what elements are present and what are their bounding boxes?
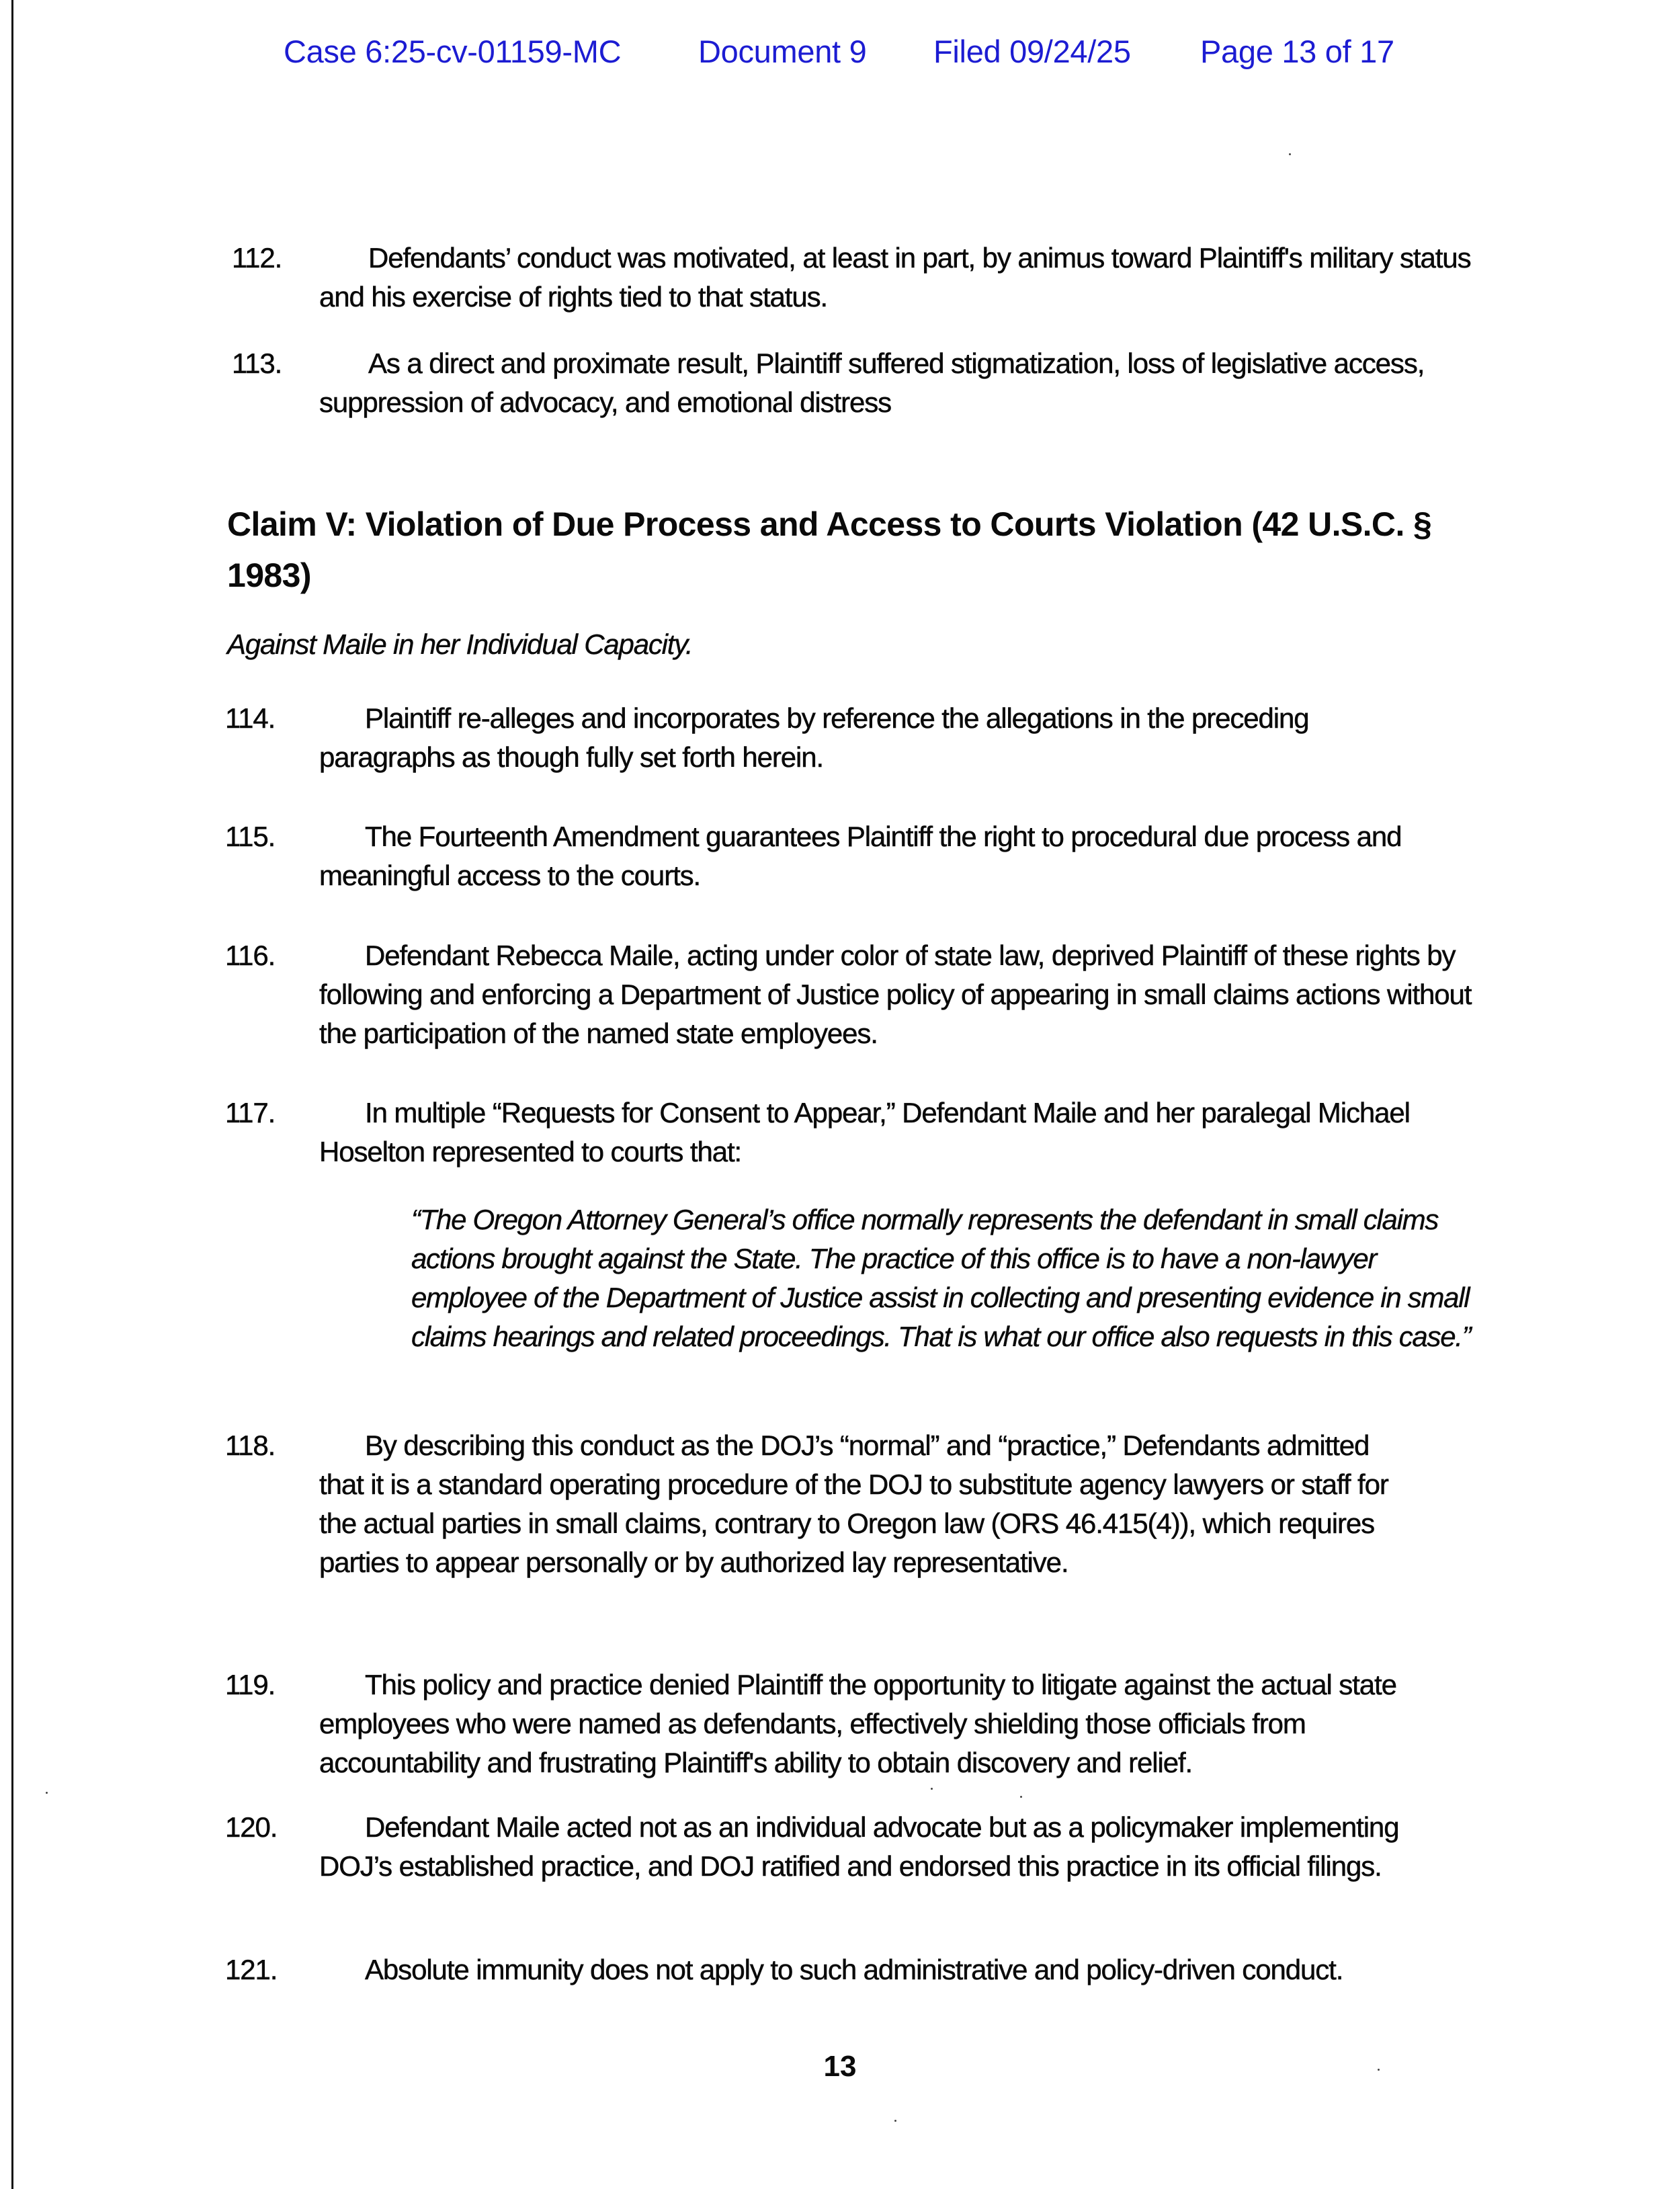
scan-speck bbox=[1378, 2069, 1380, 2071]
scan-speck bbox=[1020, 1796, 1022, 1798]
page-number: 13 bbox=[823, 2050, 857, 2083]
paragraph-115 bbox=[225, 817, 1475, 895]
paragraph-number: 116. bbox=[225, 940, 276, 971]
paragraph-text: By describing this conduct as the DOJ’s “normal” and “practice,” Defendants admitted that it is a standard operating procedure of the DOJ to substitute agency lawyers or staff for the actual parties in small claims, contrary to Oregon law (ORS 46.415(4)), which requires parties to appear personally or by authorized lay representative. bbox=[319, 1430, 1388, 1578]
paragraph-number: 114. bbox=[225, 702, 276, 734]
paragraph-text: Defendant Maile acted not as an individual advocate but as a policymaker implementing DOJ’s established practice, and DOJ ratified and endorsed this practice in its official filings. bbox=[319, 1811, 1399, 1882]
paragraph-text: In multiple “Requests for Consent to Appear,” Defendant Maile and her paralegal Michael Hoselton represented to courts that: bbox=[319, 1097, 1410, 1167]
paragraph-text: The Fourteenth Amendment guarantees Plaintiff the right to procedural due process and meaningful access to the courts. bbox=[319, 821, 1402, 891]
claim-heading: Claim V: Violation of Due Process and Access to Courts Violation (42 U.S.C. § 1983) bbox=[227, 505, 1432, 594]
page-indicator: Page 13 of 17 bbox=[1200, 33, 1394, 69]
scan-speck bbox=[931, 1788, 933, 1790]
paragraph-116 bbox=[225, 936, 1475, 1053]
paragraph-text: Absolute immunity does not apply to such administrative and policy-driven conduct. bbox=[365, 1954, 1343, 1985]
paragraph-number: 115. bbox=[225, 821, 276, 852]
paragraph-113 bbox=[232, 344, 1485, 422]
paragraph-number: 118. bbox=[225, 1430, 276, 1461]
paragraph-number: 117. bbox=[225, 1097, 276, 1128]
paragraph-text: Plaintiff re-alleges and incorporates by reference the allegations in the preceding paragraphs as though fully set forth herein. bbox=[319, 702, 1309, 773]
paragraph-text: Defendant Rebecca Maile, acting under color of state law, deprived Plaintiff of these rights by following and enforcing a Department of Justice policy of appearing in small claims actions without the participation of the named state employees. bbox=[319, 940, 1472, 1049]
scan-speck bbox=[1289, 153, 1291, 155]
paragraph-121 bbox=[225, 1950, 1515, 1989]
scan-edge-line bbox=[11, 0, 13, 2189]
paragraph-119 bbox=[225, 1665, 1455, 1782]
paragraph-number: 112. bbox=[232, 242, 282, 274]
paragraph-118 bbox=[225, 1426, 1415, 1582]
paragraph-text: Defendants’ conduct was motivated, at least in part, by animus toward Plaintiff's military status and his exercise of rights tied to that status. bbox=[319, 242, 1471, 313]
document-number: Document 9 bbox=[698, 33, 867, 69]
filed-date: Filed 09/24/25 bbox=[933, 33, 1131, 69]
case-number: Case 6:25-cv-01159-MC bbox=[284, 33, 622, 69]
paragraph-117 bbox=[225, 1093, 1448, 1171]
scan-speck bbox=[46, 1792, 48, 1794]
paragraph-text: As a direct and proximate result, Plaintiff suffered stigmatization, loss of legislative access, suppression of advocacy, and emotional distress bbox=[319, 347, 1425, 418]
paragraph-114 bbox=[225, 699, 1448, 777]
block-quote: “The Oregon Attorney General’s office normally represents the defendant in small claims actions brought against the State. The practice of this office is to have a non-lawyer employee of the Department of Justice assist in collecting and presenting evidence in small claims hearings and related proceedings. That is what our office also requests in this case.” bbox=[411, 1204, 1471, 1352]
paragraph-number: 113. bbox=[232, 347, 282, 379]
paragraph-120 bbox=[225, 1808, 1475, 1886]
paragraph-number: 119. bbox=[225, 1669, 276, 1700]
paragraph-text: This policy and practice denied Plaintiff the opportunity to litigate against the actual state employees who were named as defendants, effectively shielding those officials from accountability and frustrating Plaintiff's ability to obtain discovery and relief. bbox=[319, 1669, 1396, 1778]
claim-subheading: Against Maile in her Individual Capacity. bbox=[227, 628, 693, 660]
paragraph-number: 121. bbox=[225, 1954, 278, 1985]
paragraph-112 bbox=[232, 239, 1478, 317]
ecf-header bbox=[284, 31, 1394, 71]
paragraph-number: 120. bbox=[225, 1811, 278, 1843]
scan-speck bbox=[894, 2120, 896, 2122]
